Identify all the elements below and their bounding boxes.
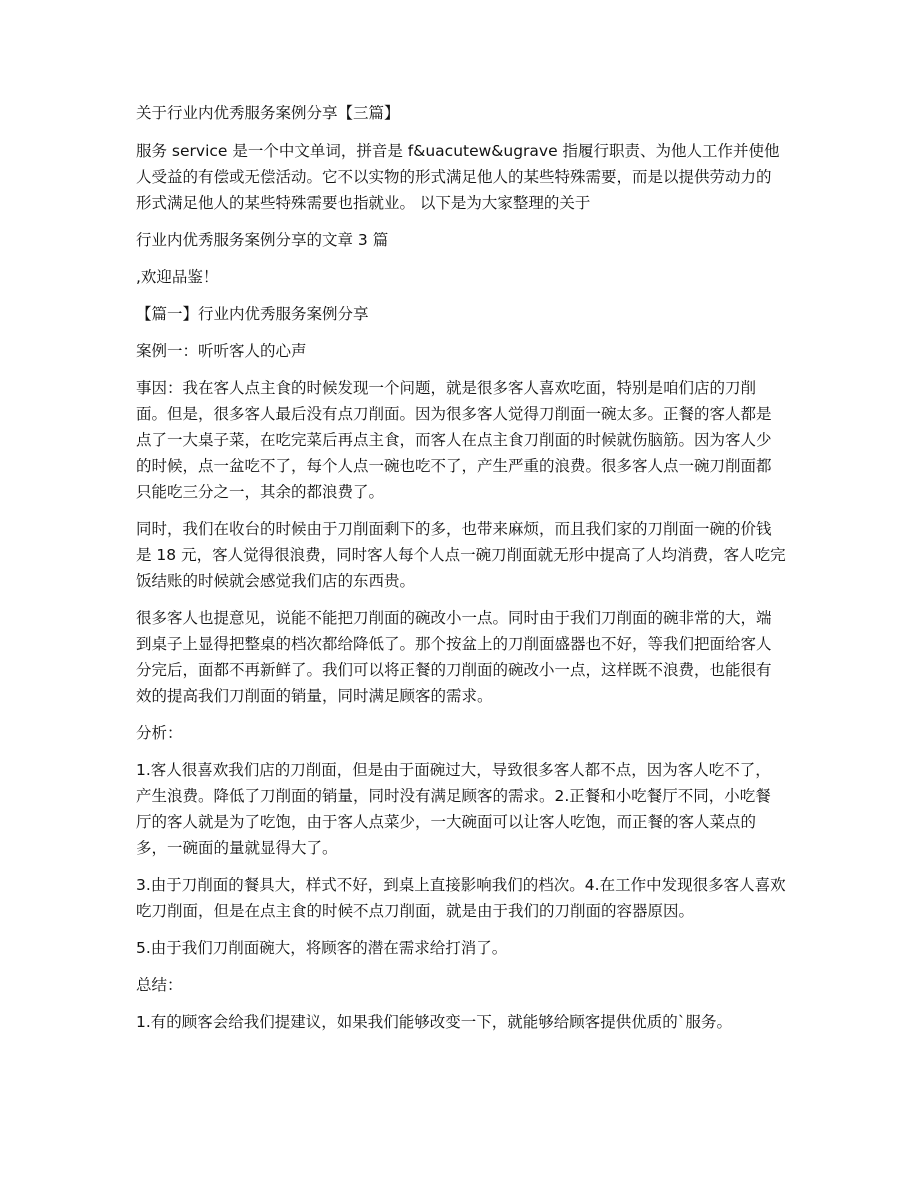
body-paragraph: 同时，我们在收台的时候由于刀削面剩下的多，也带来麻烦，而且我们家的刀削面一碗的价钱是 18 元，客人觉得很浪费，同时客人每个人点一碗刀削面就无形中提高了人均消费，客人吃完饭结账的时候就会感觉我们店的东西贵。 [136, 520, 786, 590]
summary-heading: 总结： [136, 976, 183, 994]
document-body [136, 100, 786, 1046]
analysis-paragraph: 3.由于刀削面的餐具大，样式不好，到桌上直接影响我们的档次。4.在工作中发现很多客人喜欢吃刀削面，但是在点主食的时候不点刀削面，就是由于我们的刀削面的容器原因。 [136, 876, 786, 920]
intro-paragraph: 服务 service 是一个中文单词，拼音是 f&uacutew&ugrave 指履行职责、为他人工作并使他人受益的有偿或无偿活动。它不以实物的形式满足他人的某些特殊需要，而是以提供劳动力的形式满足他人的某些特殊需要也指就业。 以下是为大家整理的关于 [136, 142, 780, 212]
analysis-paragraph: 1.客人很喜欢我们店的刀削面，但是由于面碗过大，导致很多客人都不点，因为客人吃不了，产生浪费。降低了刀削面的销量，同时没有满足顾客的需求。2.正餐和小吃餐厅不同，小吃餐厅的客人就是为了吃饱，由于客人点菜少，一大碗面可以让客人吃饱，而正餐的客人菜点的多，一碗面的量就显得大了。 [136, 761, 771, 857]
summary-paragraph: 1.有的顾客会给我们提建议，如果我们能够改变一下，就能够给顾客提供优质的`服务。 [136, 1013, 733, 1031]
intro-continuation: 行业内优秀服务案例分享的文章 3 篇 [136, 231, 389, 249]
document-title: 关于行业内优秀服务案例分享【三篇】 [136, 104, 400, 122]
analysis-heading: 分析： [136, 724, 183, 742]
body-paragraph: 事因：我在客人点主食的时候发现一个问题，就是很多客人喜欢吃面，特别是咱们店的刀削面。但是，很多客人最后没有点刀削面。因为很多客人觉得刀削面一碗太多。正餐的客人都是点了一大桌子菜，在吃完菜后再点主食，而客人在点主食刀削面的时候就伤脑筋。因为客人少的时候，点一盆吃不了，每个人点一碗也吃不了，产生严重的浪费。很多客人点一碗刀削面都只能吃三分之一，其余的都浪费了。 [136, 379, 772, 501]
welcome-line: ,欢迎品鉴！ [136, 268, 219, 286]
section-heading: 【篇一】行业内优秀服务案例分享 [136, 305, 369, 323]
analysis-paragraph: 5.由于我们刀削面碗大，将顾客的潜在需求给打消了。 [136, 939, 508, 957]
body-paragraph: 很多客人也提意见，说能不能把刀削面的碗改小一点。同时由于我们刀削面的碗非常的大，端到桌子上显得把整桌的档次都给降低了。那个按盆上的刀削面盛器也不好，等我们把面给客人分完后，面都不再新鲜了。我们可以将正餐的刀削面的碗改小一点，这样既不浪费，也能很有效的提高我们刀削面的销量，同时满足顾客的需求。 [136, 609, 772, 705]
case-heading: 案例一：听听客人的心声 [136, 342, 307, 360]
